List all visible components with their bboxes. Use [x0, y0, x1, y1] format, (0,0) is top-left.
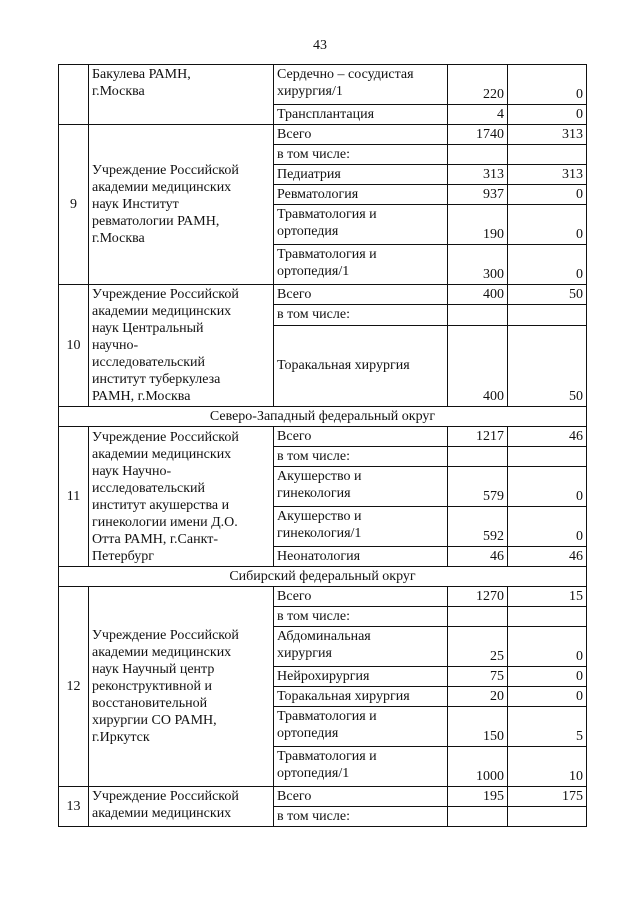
specialty: в том числе: [274, 447, 448, 467]
value-total: 300 [448, 245, 508, 285]
value-children: 0 [508, 667, 587, 687]
value-total [448, 447, 508, 467]
region-heading: Сибирский федеральный округ [59, 567, 587, 587]
specialty: в том числе: [274, 807, 448, 827]
value-total: 592 [448, 507, 508, 547]
value-children: 0 [508, 185, 587, 205]
value-children: 175 [508, 787, 587, 807]
institution-name: Учреждение Российской академии медицинских наук Научно- исследовательский институт акушерства и гинекологии имени Д.О. Отта РАМН, г.Санкт- Петербург [89, 427, 274, 567]
specialty: Абдоминальная хирургия [274, 627, 448, 667]
specialty: Всего [274, 787, 448, 807]
value-total: 1270 [448, 587, 508, 607]
table-row [59, 787, 587, 807]
value-total: 400 [448, 285, 508, 305]
table-row [59, 427, 587, 447]
value-total: 579 [448, 467, 508, 507]
value-total [448, 807, 508, 827]
value-total: 1217 [448, 427, 508, 447]
row-number: 10 [59, 285, 89, 407]
value-children: 0 [508, 65, 587, 105]
value-children: 5 [508, 707, 587, 747]
value-total: 1000 [448, 747, 508, 787]
specialty: Всего [274, 587, 448, 607]
row-number: 13 [59, 787, 89, 827]
row-number: 11 [59, 427, 89, 567]
value-children: 0 [508, 507, 587, 547]
specialty: Неонатология [274, 547, 448, 567]
value-total: 150 [448, 707, 508, 747]
value-children [508, 607, 587, 627]
value-children [508, 305, 587, 325]
table-row [59, 65, 587, 105]
institution-name: Бакулева РАМН, г.Москва [89, 65, 274, 125]
specialty: Травматология и ортопедия [274, 205, 448, 245]
table-row [59, 285, 587, 305]
value-total [448, 607, 508, 627]
value-children: 0 [508, 105, 587, 125]
value-children: 0 [508, 205, 587, 245]
value-children: 0 [508, 687, 587, 707]
value-total: 937 [448, 185, 508, 205]
value-children: 0 [508, 245, 587, 285]
value-total: 1740 [448, 125, 508, 145]
row-number: 9 [59, 125, 89, 285]
institution-name: Учреждение Российской академии медицинских наук Научный центр реконструктивной и восстановительной хирургии СО РАМН, г.Иркутск [89, 587, 274, 787]
value-children [508, 807, 587, 827]
specialty: в том числе: [274, 607, 448, 627]
specialty: Торакальная хирургия [274, 687, 448, 707]
value-children: 313 [508, 165, 587, 185]
specialty: Травматология и ортопедия [274, 707, 448, 747]
value-total: 400 [448, 325, 508, 406]
value-total: 190 [448, 205, 508, 245]
specialty: Акушерство и гинекология [274, 467, 448, 507]
institution-name: Учреждение Российской академии медицинских наук Центральный научно- исследовательский институт туберкулеза РАМН, г.Москва [89, 285, 274, 407]
specialty: в том числе: [274, 305, 448, 325]
row-number: 12 [59, 587, 89, 787]
specialty: Сердечно – сосудистая хирургия/1 [274, 65, 448, 105]
specialty: Травматология и ортопедия/1 [274, 747, 448, 787]
value-children [508, 447, 587, 467]
value-total: 313 [448, 165, 508, 185]
value-children: 313 [508, 125, 587, 145]
value-total: 4 [448, 105, 508, 125]
institution-name: Учреждение Российской академии медицинских [89, 787, 274, 827]
specialty: в том числе: [274, 145, 448, 165]
value-children: 50 [508, 325, 587, 406]
value-total: 46 [448, 547, 508, 567]
value-children [508, 145, 587, 165]
value-total: 20 [448, 687, 508, 707]
specialty: Ревматология [274, 185, 448, 205]
row-number [59, 65, 89, 125]
specialty: Нейрохирургия [274, 667, 448, 687]
institution-name: Учреждение Российской академии медицинских наук Институт ревматологии РАМН, г.Москва [89, 125, 274, 285]
specialty: Акушерство и гинекология/1 [274, 507, 448, 547]
value-total [448, 305, 508, 325]
region-heading: Северо-Западный федеральный округ [59, 407, 587, 427]
value-children: 10 [508, 747, 587, 787]
value-total [448, 145, 508, 165]
hospital-quota-table [58, 64, 587, 827]
specialty: Травматология и ортопедия/1 [274, 245, 448, 285]
table-row [59, 587, 587, 607]
specialty: Трансплантация [274, 105, 448, 125]
specialty: Всего [274, 285, 448, 305]
value-children: 0 [508, 627, 587, 667]
value-children: 0 [508, 467, 587, 507]
table-row [59, 125, 587, 145]
region-row [59, 567, 587, 587]
page-number: 43 [313, 38, 327, 53]
region-row [59, 407, 587, 427]
specialty: Педиатрия [274, 165, 448, 185]
value-total: 25 [448, 627, 508, 667]
value-total: 75 [448, 667, 508, 687]
value-total: 220 [448, 65, 508, 105]
value-total: 195 [448, 787, 508, 807]
specialty: Торакальная хирургия [274, 325, 448, 406]
specialty: Всего [274, 125, 448, 145]
value-children: 15 [508, 587, 587, 607]
value-children: 46 [508, 427, 587, 447]
value-children: 50 [508, 285, 587, 305]
value-children: 46 [508, 547, 587, 567]
specialty: Всего [274, 427, 448, 447]
